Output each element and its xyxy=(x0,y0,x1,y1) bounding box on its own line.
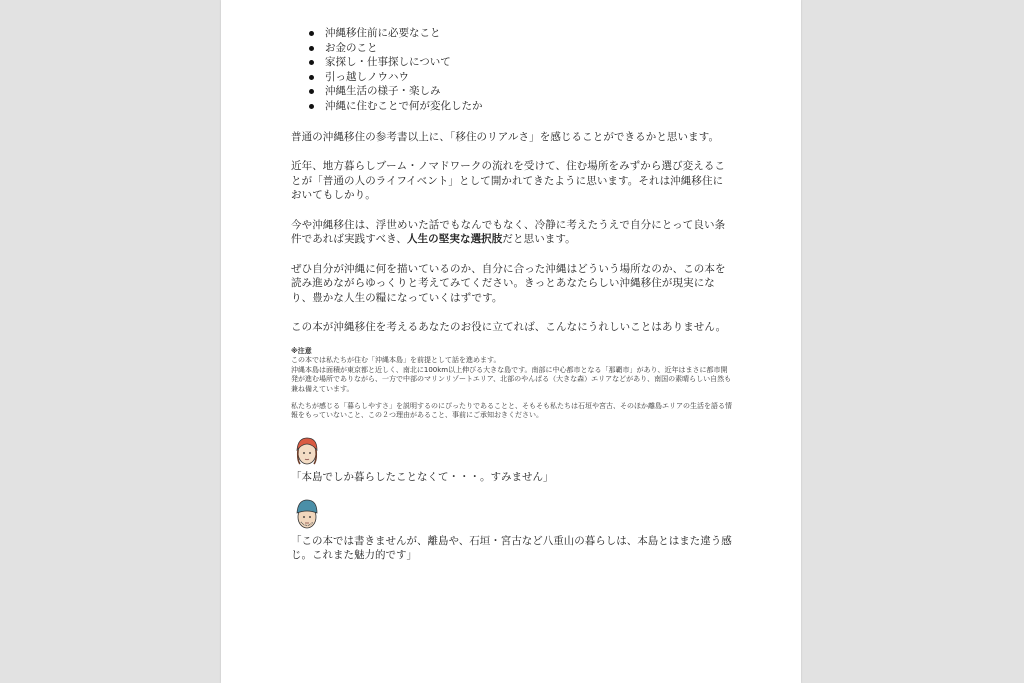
list-item: 沖縄に住むことで何が変化したか xyxy=(325,99,733,114)
note-title: ※注意 xyxy=(291,346,312,355)
note-line: この本では私たちが住む「沖縄本島」を前提として話を進めます。 xyxy=(291,356,501,365)
quote-woman: 「本島でしか暮らしたことなくて・・・。すみません」 xyxy=(291,470,554,483)
document-page xyxy=(221,0,801,683)
page-content xyxy=(291,26,733,563)
paragraph-choice xyxy=(291,218,733,247)
paragraph-closing: この本が沖縄移住を考えるあなたのお役に立てれば、こんなにうれしいことはありません。 xyxy=(291,321,727,334)
list-item: 家探し・仕事探しについて xyxy=(325,55,733,70)
paragraph-reality: 普通の沖縄移住の参考書以上に、「移住のリアルさ」を感じることができるかと思います。 xyxy=(291,130,720,143)
note-block xyxy=(291,347,733,421)
emphasis-text: 人生の堅実な選択肢 xyxy=(406,233,503,246)
list-item: 引っ越しノウハウ xyxy=(325,70,733,85)
quote-man: 「この本では書きませんが、離島や、石垣・宮古など八重山の暮らしは、本島とはまた違う感じ。これまた魅力的です」 xyxy=(291,534,732,562)
avatar-man-illustration xyxy=(294,499,320,531)
paragraph-choice-text: 今や沖縄移住は、浮世めいた話でもなんでもなく、冷静に考えたうえで自分にとって良い条件であれば実践すべき、 xyxy=(291,218,726,246)
paragraph-choice-tail: だと思います。 xyxy=(502,233,576,246)
paragraph-invitation: ぜひ自分が沖縄に何を描いているのか、自分に合った沖縄はどういう場所なのか、この本を読み進めながらゆっくりと考えてみてください。きっとあなたらしい沖縄移住が現実になり、豊かな人生の糧になっていくはずです。 xyxy=(291,262,726,304)
list-item: 沖縄移住前に必要なこと xyxy=(325,26,733,41)
list-item: 沖縄生活の様子・楽しみ xyxy=(325,84,733,99)
list-item: お金のこと xyxy=(325,41,733,56)
note-line: 沖縄本島は面積が東京都と近しく、南北に100km以上伸びる大きな島です。南部に中心都市となる「那覇市」があり、近年はまさに都市開発が進む場所でありながら、一方で中部のマリンリゾートエリア、北部のやんばる（大きな森）エリアなどがあり、南国の素晴らしい自然も兼ね備えています。 xyxy=(291,365,732,393)
topic-list xyxy=(291,26,733,114)
paragraph-trend: 近年、地方暮らしブーム・ノマドワークの流れを受けて、住む場所をみずから選び変えることが「普通の人のライフイベント」として開かれてきたように思います。それは沖縄移住においてもしかり。 xyxy=(291,159,726,202)
note-line: 私たちが感じる「暮らしやすさ」を説明するのにぴったりであることと、そもそも私たちは石垣や宮古、そのほか離島エリアの生活を語る情報をもっていないこと、この２つ理由があること、事前にご承知おきください。 xyxy=(291,402,732,420)
avatar-woman-illustration xyxy=(294,436,320,468)
